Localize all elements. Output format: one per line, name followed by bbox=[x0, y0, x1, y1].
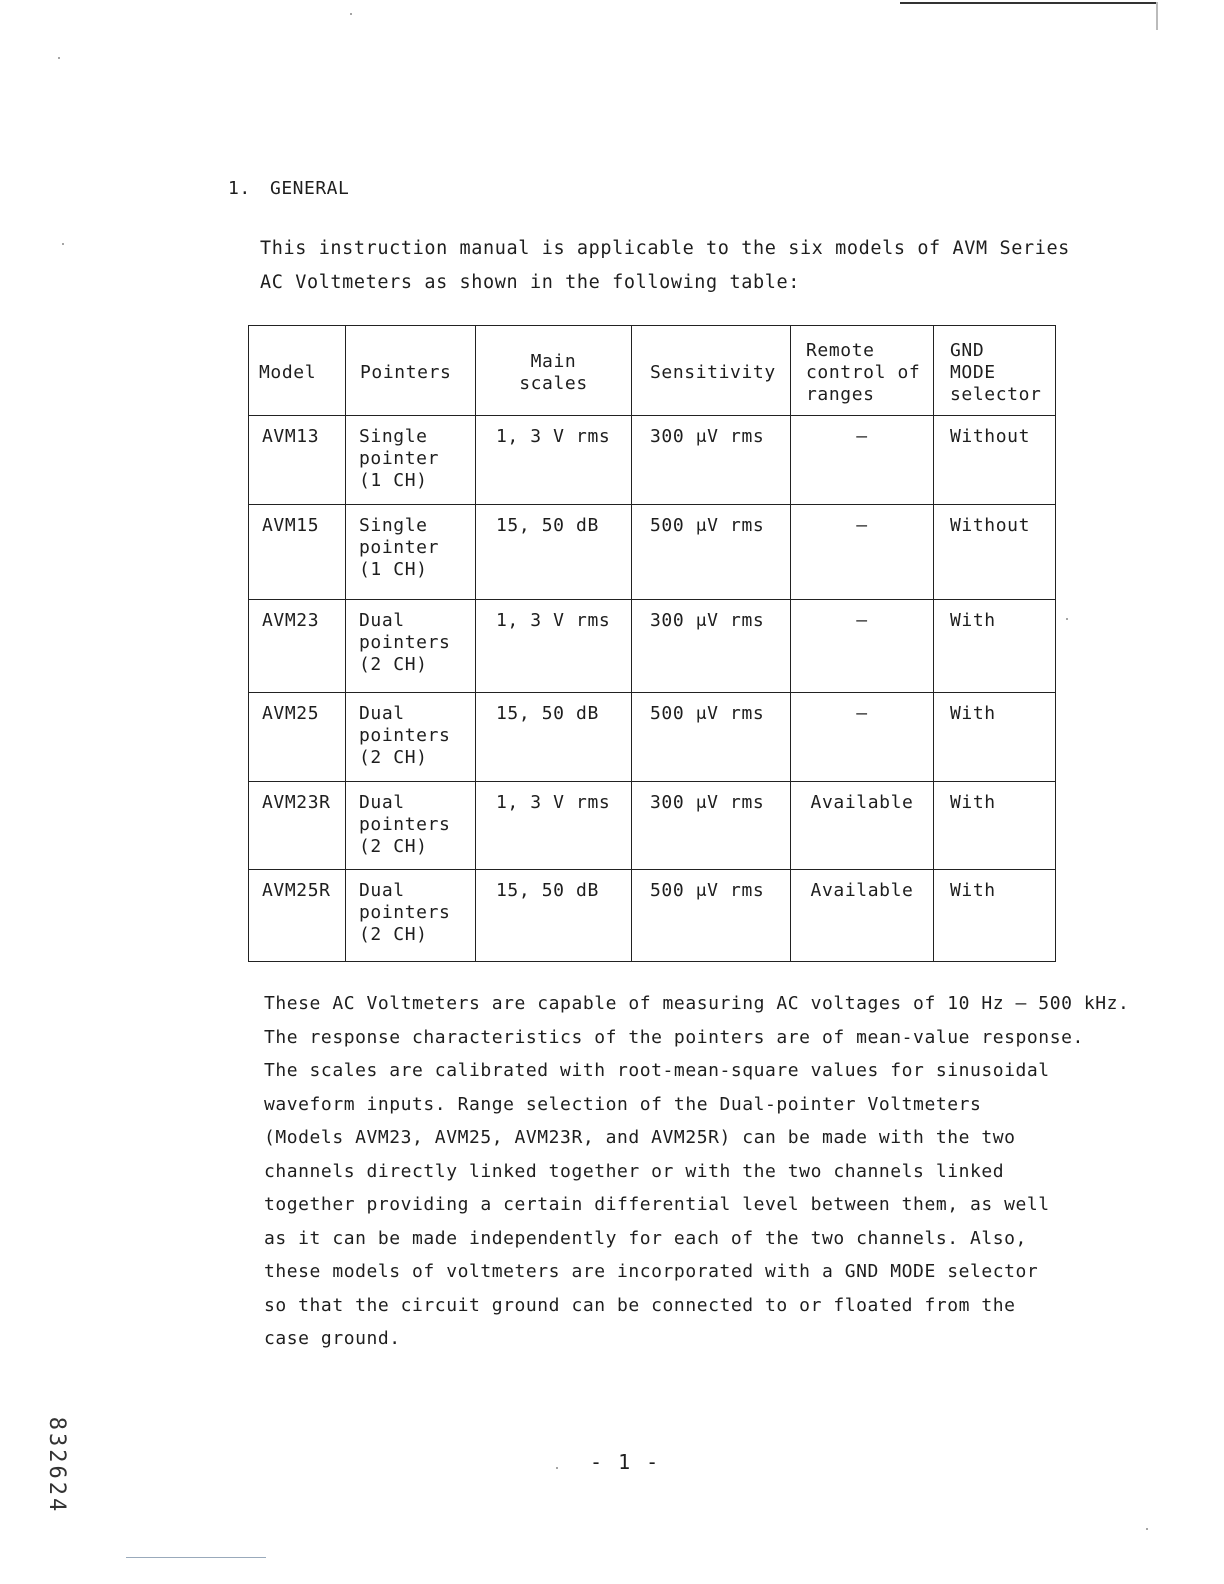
cell-gnd: With bbox=[934, 600, 1056, 693]
body-line: so that the circuit ground can be connected to or floated from the bbox=[264, 1294, 1016, 1316]
scan-speck bbox=[1146, 1528, 1148, 1530]
cell-main-scales: 1, 3 V rms bbox=[476, 600, 632, 693]
page-number: - 1 - bbox=[590, 1450, 661, 1474]
scan-speck bbox=[556, 1467, 558, 1469]
body-line: these models of voltmeters are incorporated with a GND MODE selector bbox=[264, 1261, 1039, 1282]
body-line: These AC Voltmeters are capable of measuring AC voltages of 10 Hz – 500 kHz. bbox=[264, 993, 1130, 1014]
body-line: (Models AVM23, AVM25, AVM23R, and AVM25R) can be made with the two bbox=[264, 1127, 1016, 1148]
cell-sensitivity: 300 μV rms bbox=[632, 416, 791, 505]
pointer-type: Dual bbox=[359, 792, 405, 813]
table-row bbox=[249, 693, 1056, 782]
cell-gnd: Without bbox=[934, 505, 1056, 600]
scan-speck bbox=[1066, 618, 1068, 620]
cell-sensitivity: 500 μV rms bbox=[632, 693, 791, 782]
pointer-type: Single bbox=[359, 515, 428, 536]
table-row bbox=[249, 505, 1056, 600]
margin-handwritten-number: 832624 bbox=[44, 1416, 70, 1515]
bottom-edge-rule bbox=[126, 1557, 266, 1558]
header-remote-line: Remote bbox=[806, 339, 875, 361]
cell-pointers bbox=[346, 782, 476, 870]
body-line: as it can be made independently for each of the two channels. Also, bbox=[264, 1227, 1027, 1249]
pointer-channels: (1 CH) bbox=[359, 470, 428, 491]
pointer-word: pointers bbox=[359, 725, 451, 746]
cell-sensitivity: 500 μV rms bbox=[632, 505, 791, 600]
cell-gnd: With bbox=[934, 870, 1056, 962]
cell-sensitivity: 300 μV rms bbox=[632, 600, 791, 693]
pointer-word: pointers bbox=[359, 902, 451, 923]
header-main-scales-line: scales bbox=[519, 372, 588, 394]
pointer-word: pointer bbox=[359, 448, 440, 469]
section-number: 1. bbox=[228, 178, 251, 199]
cell-remote: – bbox=[791, 505, 934, 600]
scan-speck bbox=[58, 57, 60, 59]
section-title: GENERAL bbox=[270, 178, 350, 199]
pointer-type: Dual bbox=[359, 703, 405, 724]
top-edge-rule bbox=[900, 2, 1158, 4]
body-line: channels directly linked together or with the two channels linked bbox=[264, 1160, 1005, 1182]
cell-remote: – bbox=[791, 600, 934, 693]
cell-model: AVM23 bbox=[249, 600, 346, 693]
pointer-type: Dual bbox=[359, 880, 405, 901]
body-line: case ground. bbox=[264, 1328, 401, 1349]
cell-main-scales: 15, 50 dB bbox=[476, 693, 632, 782]
cell-pointers bbox=[346, 870, 476, 962]
body-line: The response characteristics of the pointers are of mean-value response. bbox=[264, 1026, 1084, 1048]
models-table bbox=[248, 325, 1056, 962]
header-remote-line: control of bbox=[806, 361, 921, 383]
cell-remote: – bbox=[791, 416, 934, 505]
pointer-word: pointers bbox=[359, 814, 451, 835]
cell-model: AVM25R bbox=[249, 870, 346, 962]
cell-main-scales: 15, 50 dB bbox=[476, 505, 632, 600]
table-row bbox=[249, 416, 1056, 505]
cell-remote: Available bbox=[791, 870, 934, 962]
cell-main-scales: 15, 50 dB bbox=[476, 870, 632, 962]
cell-gnd: With bbox=[934, 693, 1056, 782]
pointer-type: Dual bbox=[359, 610, 405, 631]
header-pointers: Pointers bbox=[346, 326, 476, 416]
cell-gnd: Without bbox=[934, 416, 1056, 505]
header-gnd-line: GND bbox=[950, 339, 985, 361]
header-gnd-line: selector bbox=[950, 383, 1042, 405]
table-row bbox=[249, 782, 1056, 870]
cell-pointers bbox=[346, 416, 476, 505]
header-gnd-mode bbox=[934, 326, 1056, 416]
body-line: waveform inputs. Range selection of the Dual-pointer Voltmeters bbox=[264, 1093, 982, 1115]
pointer-channels: (2 CH) bbox=[359, 924, 428, 945]
table-row bbox=[249, 870, 1056, 962]
scan-speck bbox=[350, 13, 352, 15]
cell-main-scales: 1, 3 V rms bbox=[476, 782, 632, 870]
table-row bbox=[249, 600, 1056, 693]
scan-speck bbox=[62, 243, 64, 245]
table-header-row bbox=[249, 326, 1056, 416]
pointer-word: pointer bbox=[359, 537, 440, 558]
intro-paragraph bbox=[260, 232, 1080, 300]
intro-line: AC Voltmeters as shown in the following table: bbox=[260, 272, 800, 293]
cell-sensitivity: 300 μV rms bbox=[632, 782, 791, 870]
pointer-channels: (2 CH) bbox=[359, 747, 428, 768]
cell-main-scales: 1, 3 V rms bbox=[476, 416, 632, 505]
header-sensitivity: Sensitivity bbox=[632, 326, 791, 416]
header-model: Model bbox=[249, 326, 346, 416]
cell-model: AVM23R bbox=[249, 782, 346, 870]
header-remote-line: ranges bbox=[806, 383, 875, 405]
body-line: together providing a certain differential level between them, as well bbox=[264, 1194, 1050, 1215]
cell-pointers bbox=[346, 600, 476, 693]
intro-line: This instruction manual is applicable to the six models of AVM Series bbox=[260, 238, 1070, 259]
header-main-scales bbox=[476, 326, 632, 416]
top-edge-tick bbox=[1156, 2, 1158, 30]
header-main-scales-line: Main bbox=[530, 350, 577, 372]
section-heading bbox=[228, 178, 349, 199]
pointer-channels: (2 CH) bbox=[359, 836, 428, 857]
cell-pointers bbox=[346, 505, 476, 600]
cell-model: AVM25 bbox=[249, 693, 346, 782]
cell-model: AVM15 bbox=[249, 505, 346, 600]
body-line: The scales are calibrated with root-mean-square values for sinusoidal bbox=[264, 1060, 1050, 1081]
description-paragraph bbox=[264, 987, 1164, 1356]
pointer-type: Single bbox=[359, 426, 428, 447]
pointer-word: pointers bbox=[359, 632, 451, 653]
cell-model: AVM13 bbox=[249, 416, 346, 505]
pointer-channels: (1 CH) bbox=[359, 559, 428, 580]
header-gnd-line: MODE bbox=[950, 361, 996, 383]
cell-pointers bbox=[346, 693, 476, 782]
header-remote-control bbox=[791, 326, 934, 416]
cell-remote: Available bbox=[791, 782, 934, 870]
cell-remote: – bbox=[791, 693, 934, 782]
cell-sensitivity: 500 μV rms bbox=[632, 870, 791, 962]
cell-gnd: With bbox=[934, 782, 1056, 870]
pointer-channels: (2 CH) bbox=[359, 654, 428, 675]
